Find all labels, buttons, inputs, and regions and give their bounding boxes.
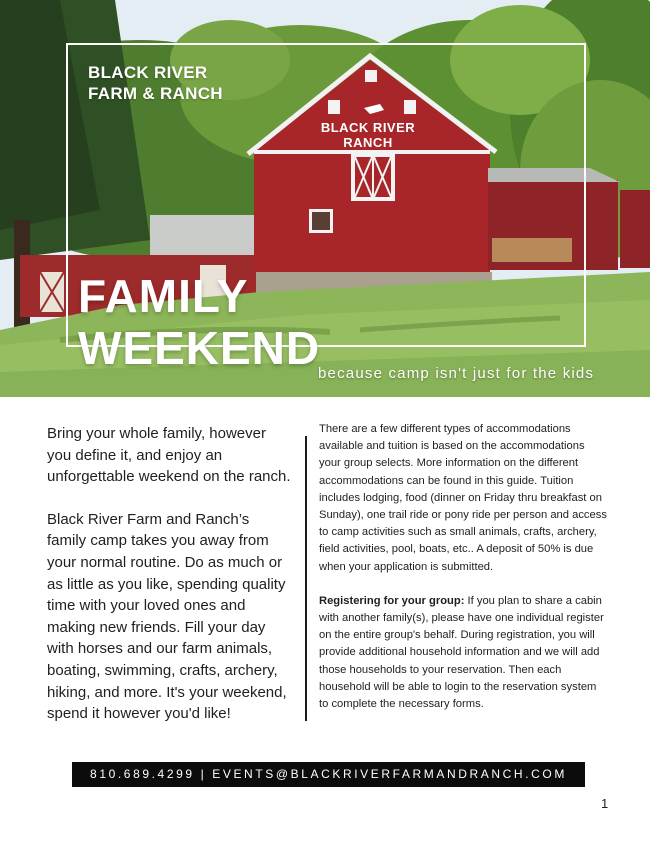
accommodations-paragraph: There are a few different types of accommodations available and tuition is based on the accommodations your group selects. More information on the different accommodations can be found in this guide. Tuition includes lodging, food (dinner on Friday thru breakfast on Sunday), one trail ride or pony ride per person and access to camp activities such as small animals, crafts, archery, field activities, pool, boats, etc.. A deposit of 50% is due when your application is submitted. (319, 423, 607, 573)
title-line2: WEEKEND (78, 322, 321, 374)
contact-bar: 810.689.4299 | EVENTS@BLACKRIVERFARMANDRANCH.COM (72, 762, 585, 787)
registering-text: If you plan to share a cabin with another family(s), please have one individual register on the entire group's behalf. During registration, you will provide additional household information and we will add those households to your reservation. Then each household will be able to login to the reservation system to complete the necessary forms. (319, 594, 604, 711)
intro-paragraph-1: Bring your whole family, however you define it, and enjoy an unforgettable weekend on the ranch. (47, 425, 291, 486)
registering-paragraph (319, 593, 607, 713)
hero-title (78, 270, 320, 374)
page-number: 1 (601, 796, 609, 811)
hero-photo (0, 0, 650, 397)
barn-sign-line1: BLACK RIVER (320, 120, 416, 135)
brand-line1: BLACK RIVER (88, 63, 208, 82)
hero-tagline: because camp isn't just for the kids (318, 365, 595, 382)
intro-column (47, 423, 292, 746)
brand-line2: FARM & RANCH (88, 84, 223, 103)
registering-label: Registering for your group: (319, 594, 465, 607)
title-line1: FAMILY (78, 270, 249, 322)
brand-logo-text (88, 62, 223, 104)
barn-sign-line2: RANCH (343, 135, 393, 150)
details-column (319, 421, 607, 730)
column-divider (305, 436, 307, 721)
intro-paragraph-2: Black River Farm and Ranch’s family camp takes you away from your normal routine. Do as much or as little as you like, spending quality time with your loved ones and making new friends. Fill your day with horses and our farm animals, boating, swimming, crafts, archery, hiking, and more. It's your weekend, spend it however you'd like! (47, 510, 287, 723)
